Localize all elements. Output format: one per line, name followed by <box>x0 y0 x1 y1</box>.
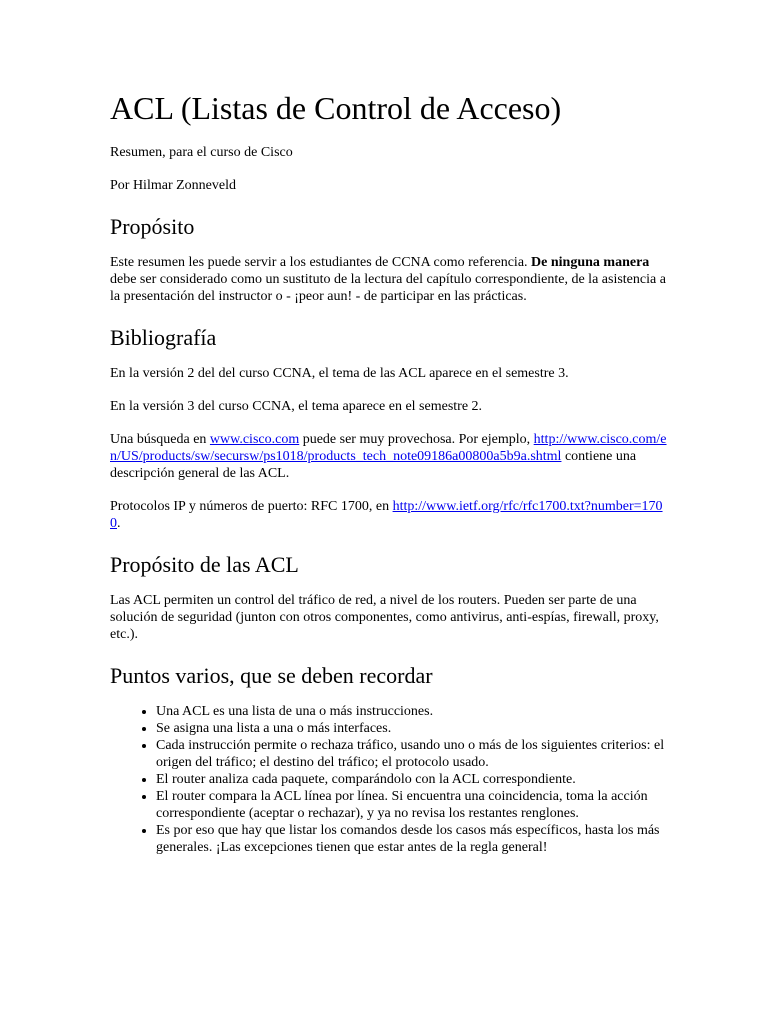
list-item: • Una ACL es una lista de una o más instrucciones. <box>156 703 668 720</box>
heading-puntos-varios: Puntos varios, que se deben recordar <box>110 663 433 688</box>
list-item: • El router compara la ACL línea por línea. Si encuentra una coincidencia, toma la acción correspondiente (aceptar o rechazar), y ya no revisa los restantes renglones. <box>156 788 668 822</box>
bibliografia-p3-text-2: puede ser muy provechosa. Por ejemplo, <box>299 432 534 447</box>
document-title: ACL (Listas de Control de Acceso) <box>110 90 562 126</box>
list-item: • Se asigna una lista a una o más interfaces. <box>156 720 668 737</box>
bibliografia-paragraph-2: En la versión 3 del curso CCNA, el tema aparece en el semestre 2. <box>110 399 483 414</box>
bibliografia-paragraph-3 <box>110 431 668 482</box>
list-item: • Cada instrucción permite o rechaza tráfico, usando uno o más de los siguientes criterios: el origen del tráfico; el destino del tráfico; el protocolo usado. <box>156 737 668 771</box>
proposito-paragraph <box>110 254 668 305</box>
heading-proposito: Propósito <box>110 214 195 239</box>
proposito-acl-paragraph: Las ACL permiten un control del tráfico de red, a nivel de los routers. Pueden ser parte de una solución de seguridad (junton con otros componentes, como antivirus, anti-espías, firewall, proxy, etc.). <box>110 593 659 642</box>
cisco-home-link[interactable]: www.cisco.com <box>209 432 300 447</box>
proposito-text-2: debe ser considerado como un sustituto de la lectura del capítulo correspondiente, de la asistencia a la presentación del instructor o - ¡peor aun! - de participar en las prácticas. <box>110 272 666 304</box>
document-author: Por Hilmar Zonneveld <box>110 178 236 193</box>
list-item: • El router analiza cada paquete, comparándolo con la ACL correspondiente. <box>156 771 668 788</box>
list-item: • Es por eso que hay que listar los comandos desde los casos más específicos, hasta los más generales. ¡Las excepciones tienen que estar antes de la regla general! <box>156 822 668 856</box>
rfc1700-link[interactable]: http://www.ietf.org/rfc/rfc1700.txt?number=1700 <box>110 499 663 531</box>
puntos-list <box>110 703 668 856</box>
bibliografia-p3-text-3: contiene una descripción general de las ACL. <box>110 449 637 481</box>
proposito-emphasis: De ninguna manera <box>531 255 650 270</box>
bibliografia-p4-text-1: Protocolos IP y números de puerto: RFC 1700, en <box>110 499 393 514</box>
cisco-tech-note-link[interactable]: http://www.cisco.com/en/US/products/sw/secursw/ps1018/products_tech_note09186a00800a5b9a.shtml <box>110 432 667 464</box>
heading-proposito-acl: Propósito de las ACL <box>110 552 299 577</box>
bibliografia-paragraph-4 <box>110 498 668 532</box>
document-subtitle: Resumen, para el curso de Cisco <box>110 145 293 160</box>
bibliografia-p4-text-2: . <box>117 516 121 531</box>
proposito-text-1: Este resumen les puede servir a los estudiantes de CCNA como referencia. <box>110 255 532 270</box>
heading-bibliografia: Bibliografía <box>110 325 217 350</box>
bibliografia-paragraph-1: En la versión 2 del del curso CCNA, el tema de las ACL aparece en el semestre 3. <box>110 366 569 381</box>
bibliografia-p3-text-1: Una búsqueda en <box>110 432 210 447</box>
